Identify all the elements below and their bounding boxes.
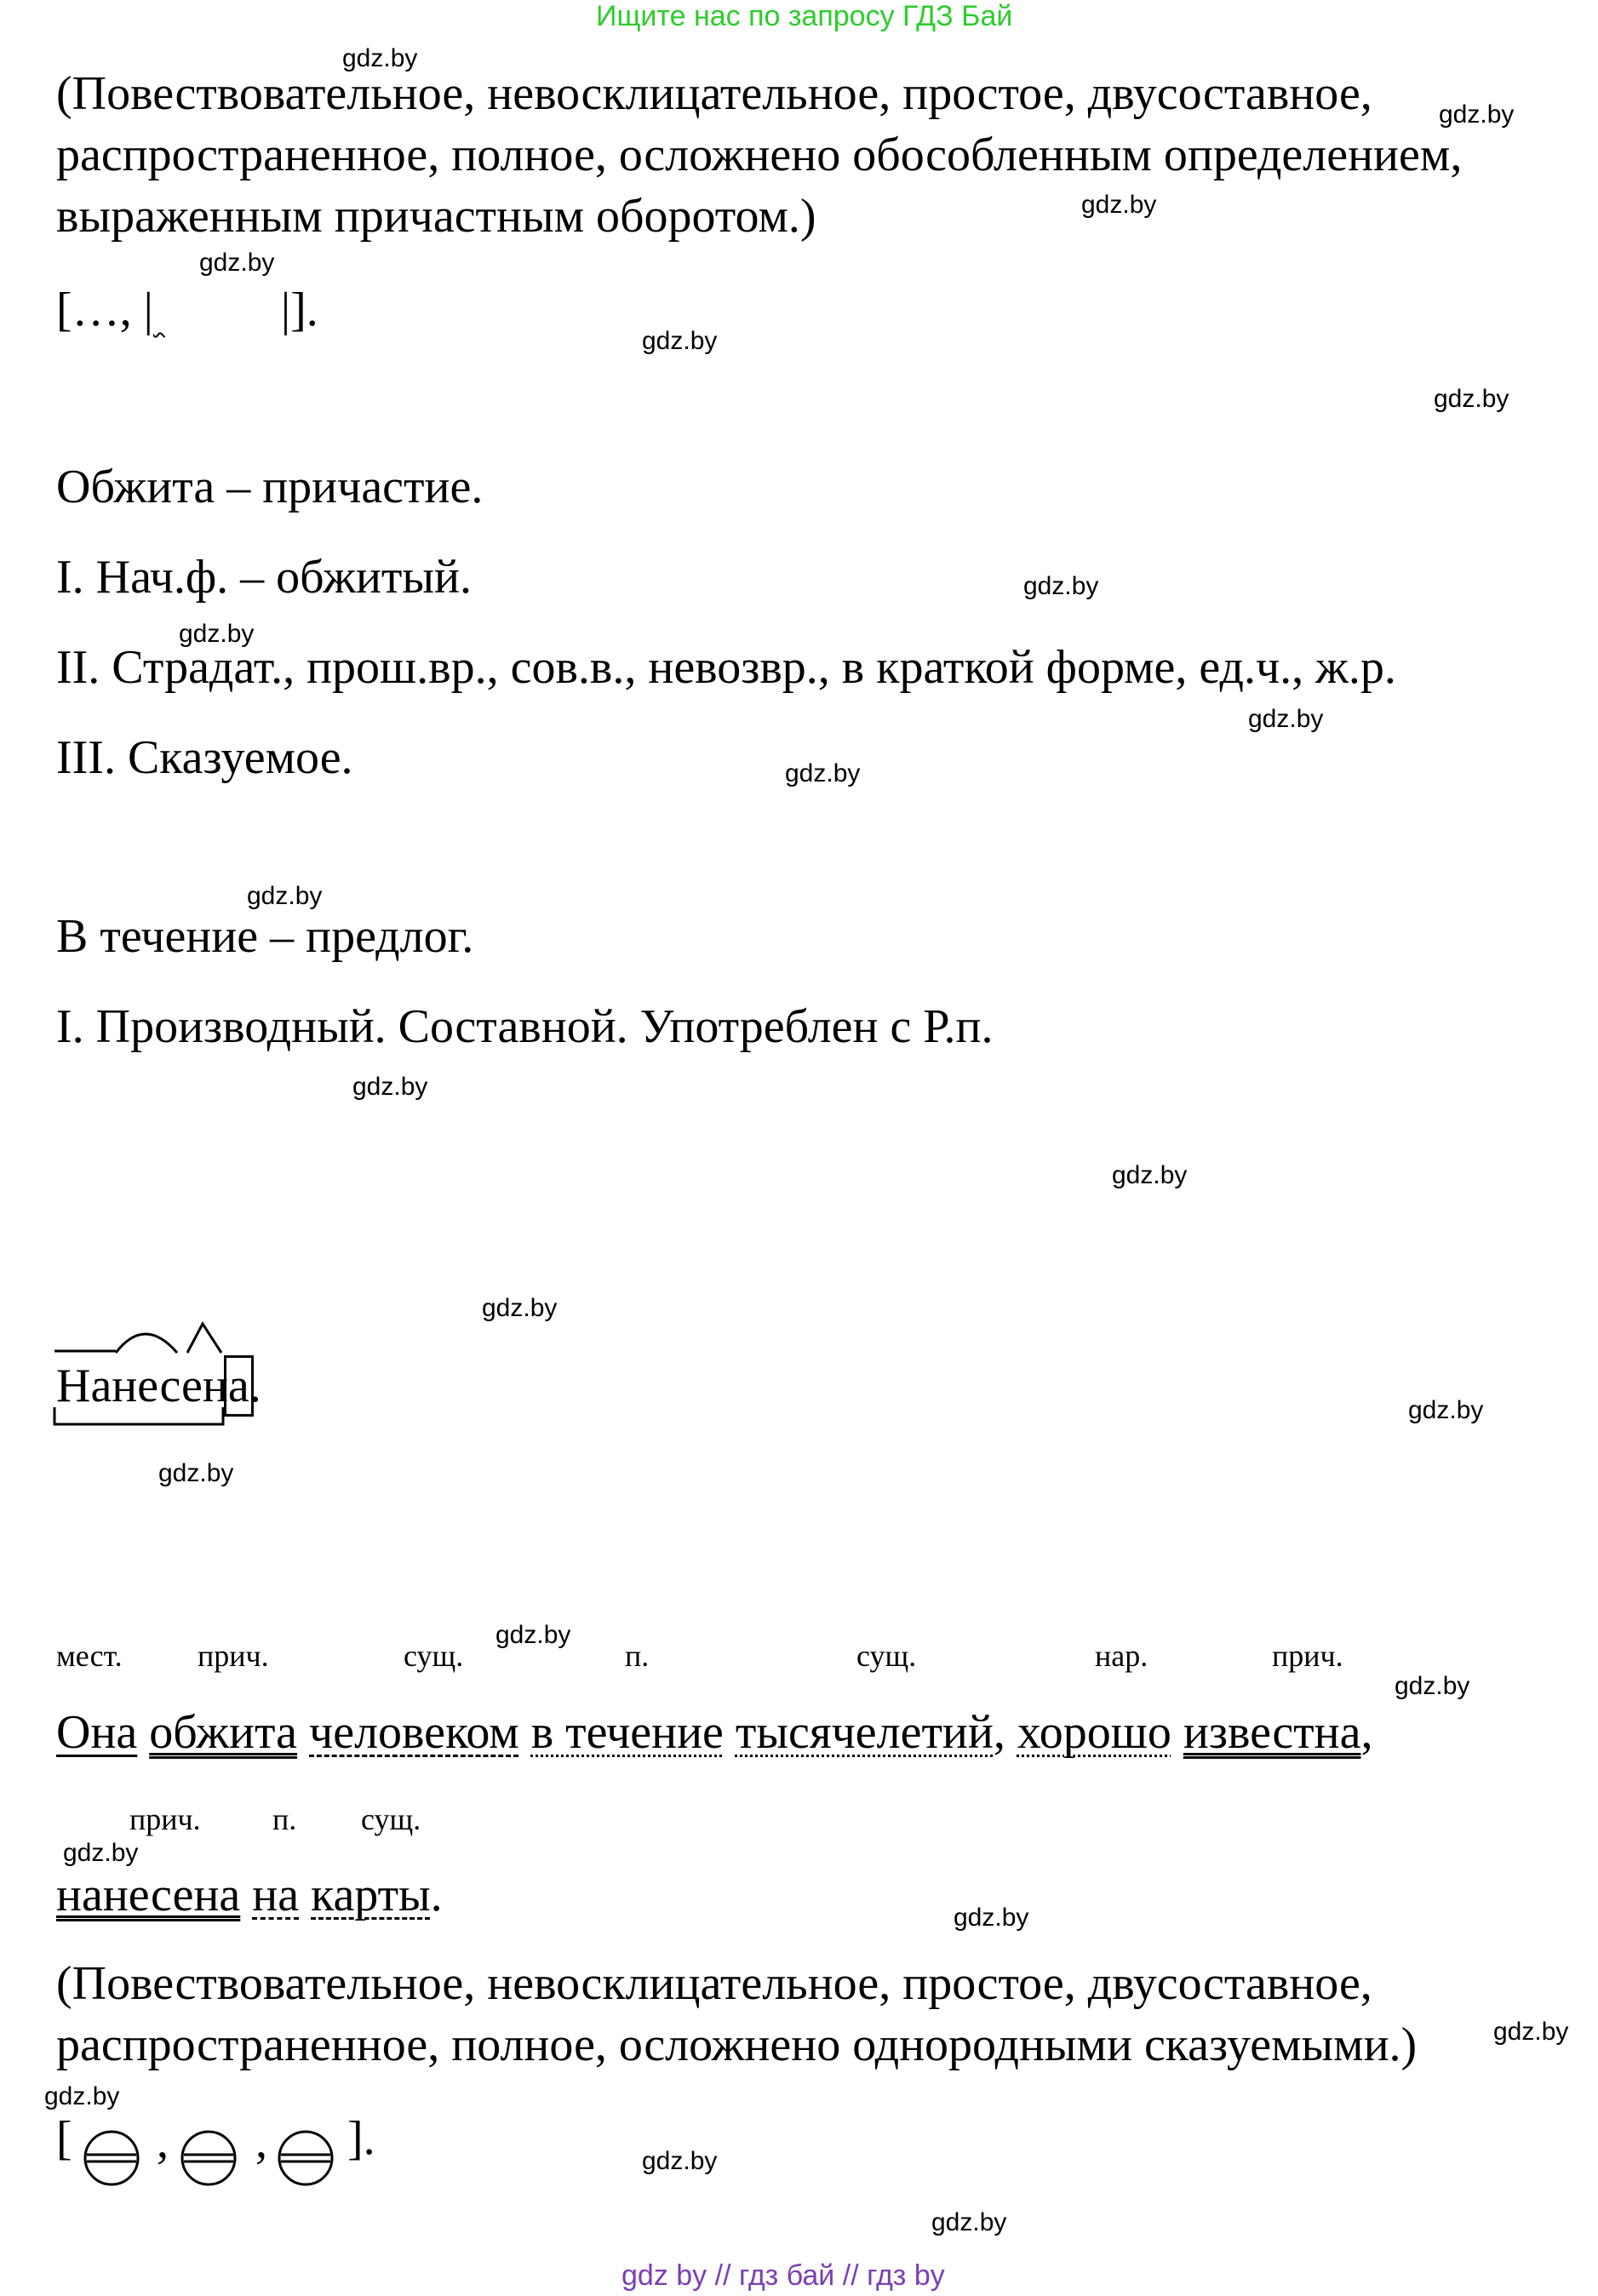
watermark: gdz.by xyxy=(495,1621,571,1649)
sentence-scheme xyxy=(56,283,318,336)
adverbial-word: хорошо xyxy=(1017,1706,1171,1759)
preposition-point: I. Производный. Составной. Употреблен с Р.п. xyxy=(56,1000,994,1053)
watermark: gdz.by xyxy=(1493,2018,1569,2046)
watermark: gdz.by xyxy=(352,1073,428,1101)
sentence-line: Она обжита человеком в течение тысячелетий, хорошо известна, xyxy=(56,1706,1373,1759)
watermark: gdz.by xyxy=(199,249,275,277)
adverbial-word: тысячелетий xyxy=(735,1706,994,1759)
word-dot: . xyxy=(249,1360,261,1412)
scheme-open: [ xyxy=(56,2112,72,2165)
morpheme-word xyxy=(56,1362,261,1410)
watermark: gdz.by xyxy=(1023,572,1099,600)
scheme-open: […, | xyxy=(56,283,153,336)
adverbial-word: в течение xyxy=(530,1706,724,1759)
watermark: gdz.by xyxy=(63,1839,139,1867)
word-ending: а xyxy=(227,1360,249,1412)
analysis-line: распространенное, полное, осложнено обособленным определением, xyxy=(56,129,1463,181)
participle-point: I. Нач.ф. – обжитый. xyxy=(56,551,472,604)
pos-label: п. xyxy=(625,1639,650,1673)
analysis-line: (Повествовательное, невосклицательное, простое, двусоставное, xyxy=(56,67,1372,120)
suffix-mark xyxy=(187,1324,221,1353)
scheme-separator: , xyxy=(157,2116,169,2168)
sentence-line: нанесена на карты. xyxy=(56,1869,443,1921)
predicate-word: нанесена xyxy=(56,1869,241,1921)
watermark: gdz.by xyxy=(1081,191,1157,219)
analysis-line: (Повествовательное, невосклицательное, простое, двусоставное, xyxy=(56,1957,1372,2010)
pos-label: сущ. xyxy=(404,1639,464,1673)
site-banner[interactable]: Ищите нас по запросу ГДЗ Бай xyxy=(596,0,1013,32)
root-mark xyxy=(116,1334,177,1353)
scheme-close: ]. xyxy=(347,2112,375,2165)
watermark: gdz.by xyxy=(1395,1672,1470,1700)
object-word: карты xyxy=(311,1869,431,1921)
preposition-title: В течение – предлог. xyxy=(56,910,474,963)
scheme-participle-phrase xyxy=(153,286,281,334)
pos-label: сущ. xyxy=(856,1639,917,1673)
watermark: gdz.by xyxy=(1112,1161,1188,1189)
watermark: gdz.by xyxy=(158,1459,234,1487)
watermark: gdz.by xyxy=(954,1904,1029,1932)
predicate-word: обжита xyxy=(149,1706,298,1759)
predicate-circle xyxy=(179,2128,238,2188)
site-footer[interactable]: gdz by // гдз бай // гдз by xyxy=(621,2259,945,2292)
word-stem: Нанесен xyxy=(56,1360,228,1412)
watermark: gdz.by xyxy=(1439,100,1515,129)
pos-label: сущ. xyxy=(361,1802,421,1836)
watermark: gdz.by xyxy=(931,2208,1007,2236)
watermark: gdz.by xyxy=(44,2082,120,2110)
pos-label: нар. xyxy=(1095,1639,1148,1673)
watermark: gdz.by xyxy=(482,1294,558,1322)
predicate-circle xyxy=(82,2128,141,2188)
watermark: gdz.by xyxy=(1434,385,1509,413)
pos-label: прич. xyxy=(1272,1639,1343,1673)
watermark: gdz.by xyxy=(179,620,255,648)
pos-label: мест. xyxy=(56,1639,123,1673)
watermark: gdz.by xyxy=(1408,1396,1484,1424)
watermark: gdz.by xyxy=(247,882,323,910)
pos-label: п. xyxy=(272,1802,297,1836)
watermark: gdz.by xyxy=(1248,705,1324,733)
watermark: gdz.by xyxy=(642,327,718,355)
analysis-line: выраженным причастным оборотом.) xyxy=(56,190,816,243)
watermark: gdz.by xyxy=(785,759,861,787)
scheme-separator: , xyxy=(255,2116,267,2168)
participle-title: Обжита – причастие. xyxy=(56,461,484,513)
subject-word: Она xyxy=(56,1706,138,1759)
object-word: человеком xyxy=(309,1706,519,1759)
predicate-word: известна xyxy=(1183,1706,1361,1759)
watermark: gdz.by xyxy=(342,44,418,72)
watermark: gdz.by xyxy=(642,2147,718,2175)
participle-point: II. Страдат., прош.вр., сов.в., невозвр., в краткой форме, ед.ч., ж.р. xyxy=(56,641,1396,694)
pos-label: прич. xyxy=(198,1639,269,1673)
participle-point: III. Сказуемое. xyxy=(56,731,353,784)
pos-label: прич. xyxy=(129,1802,201,1836)
scheme-close: |]. xyxy=(280,283,318,336)
object-word: на xyxy=(252,1869,300,1921)
predicate-circle xyxy=(276,2128,335,2188)
analysis-line: распространенное, полное, осложнено однородными сказуемыми.) xyxy=(56,2018,1418,2071)
